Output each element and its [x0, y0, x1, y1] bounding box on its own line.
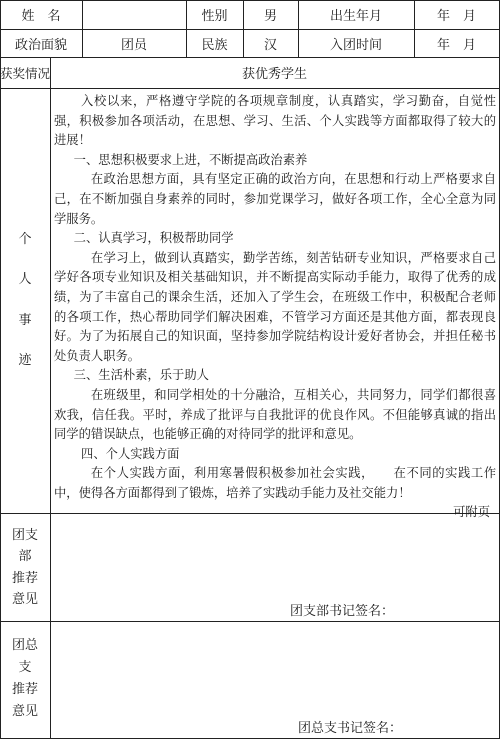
section-heading: 三、生活朴素，乐于助人 [73, 368, 209, 383]
branch-review-area[interactable] [51, 514, 499, 594]
name-value[interactable] [82, 0, 186, 29]
branch-review-label-char: 推荐 [11, 570, 38, 586]
name-label: 姓 名 [21, 9, 61, 24]
general-review-label-char: 意见 [11, 704, 38, 719]
branch-review-label-char: 意见 [11, 591, 38, 607]
deeds-label-char: 事 [18, 312, 32, 328]
deeds-label-char: 迹 [18, 352, 32, 368]
general-review-label [0, 638, 50, 720]
join-date-value[interactable]: 年 月 [436, 37, 476, 53]
ethnicity-label: 民族 [201, 37, 228, 53]
general-review-label-char: 支 [18, 660, 32, 675]
section-heading: 二、认真学习，积极帮助同学 [73, 231, 234, 246]
branch-review-label-char: 部 [18, 549, 32, 565]
section-paragraph: 在学习上，做到认真踏实，勤学苦练，刻苦钻研专业知识，严格要求自己学好各项专业知识及相关基础知识，并不断提高实际动手能力，取得了优秀的成绩，为了丰富自己的课余生活，还加入了学生会，在班级工作中，积极配合老师的各项工作，热心帮助同学们解决困难，不管学习方面还是其他方面，都表现良好。为了为拓展自己的知识面，坚持参加学院结构设计爱好者协会，并担任秘书处负责人职务。 [54, 250, 496, 363]
section-paragraph: 在政治思想方面，具有坚定正确的政治方向，在思想和行动上严格要求自己，在不断加强自身素养的同时，参加党课学习，做好各项工作，全心全意为同学服务。 [54, 172, 496, 226]
deeds-intro-paragraph: 入校以来，严格遵守学院的各项规章制度，认真踏实，学习勤奋，自觉性强，积极参加各项活动，在思想、学习、生活、个人实践等方面都取得了较大的进展！ [54, 94, 496, 148]
general-review-area[interactable] [51, 622, 499, 712]
section-paragraph: 在个人实践方面，利用寒暑假积极参加社会实践， 在不同的实践工作中，使得各方面都得到了锻炼，培养了实践动手能力及社交能力！ [54, 466, 496, 500]
attach-page-note: 可附页 [453, 505, 490, 520]
awards-label: 获奖情况 [0, 65, 51, 81]
branch-secretary-signature[interactable]: 团支部书记签名： [290, 604, 395, 619]
deeds-label [0, 228, 50, 368]
general-review-label-char: 团总 [11, 638, 38, 653]
deeds-content[interactable] [54, 92, 496, 523]
birth-label: 出生年月 [329, 9, 382, 24]
birth-value[interactable]: 年 月 [436, 9, 476, 24]
gender-value[interactable]: 男 [263, 9, 277, 24]
section-heading: 一、思想积极要求上进，不断提高政治素养 [73, 152, 308, 167]
deeds-label-char: 人 [18, 272, 32, 288]
general-review-label-char: 推荐 [11, 682, 38, 697]
politics-value[interactable]: 团员 [120, 37, 147, 53]
awards-value[interactable]: 获优秀学生 [241, 67, 307, 82]
branch-review-label-char: 团支 [11, 528, 38, 543]
row-divider [0, 88, 500, 89]
section-paragraph: 在班级里，和同学相处的十分融洽，互相关心，共同努力，同学们都很喜欢我，信任我。平时，养成了批评与自我批评的优良作风。不但能够真诚的指出同学的错误缺点，也能够正确的对待同学的批评和意见。 [54, 387, 496, 442]
ethnicity-value[interactable]: 汉 [263, 37, 277, 53]
join-date-label: 入团时间 [329, 37, 382, 53]
gender-label: 性别 [201, 9, 228, 24]
branch-review-label [0, 528, 50, 608]
deeds-label-char: 个 [18, 232, 32, 247]
table-border-left [0, 0, 1, 739]
politics-label: 政治面貌 [14, 37, 67, 53]
general-secretary-signature[interactable]: 团总支书记签名： [298, 721, 403, 736]
section-heading: 四、个人实践方面 [81, 446, 180, 461]
